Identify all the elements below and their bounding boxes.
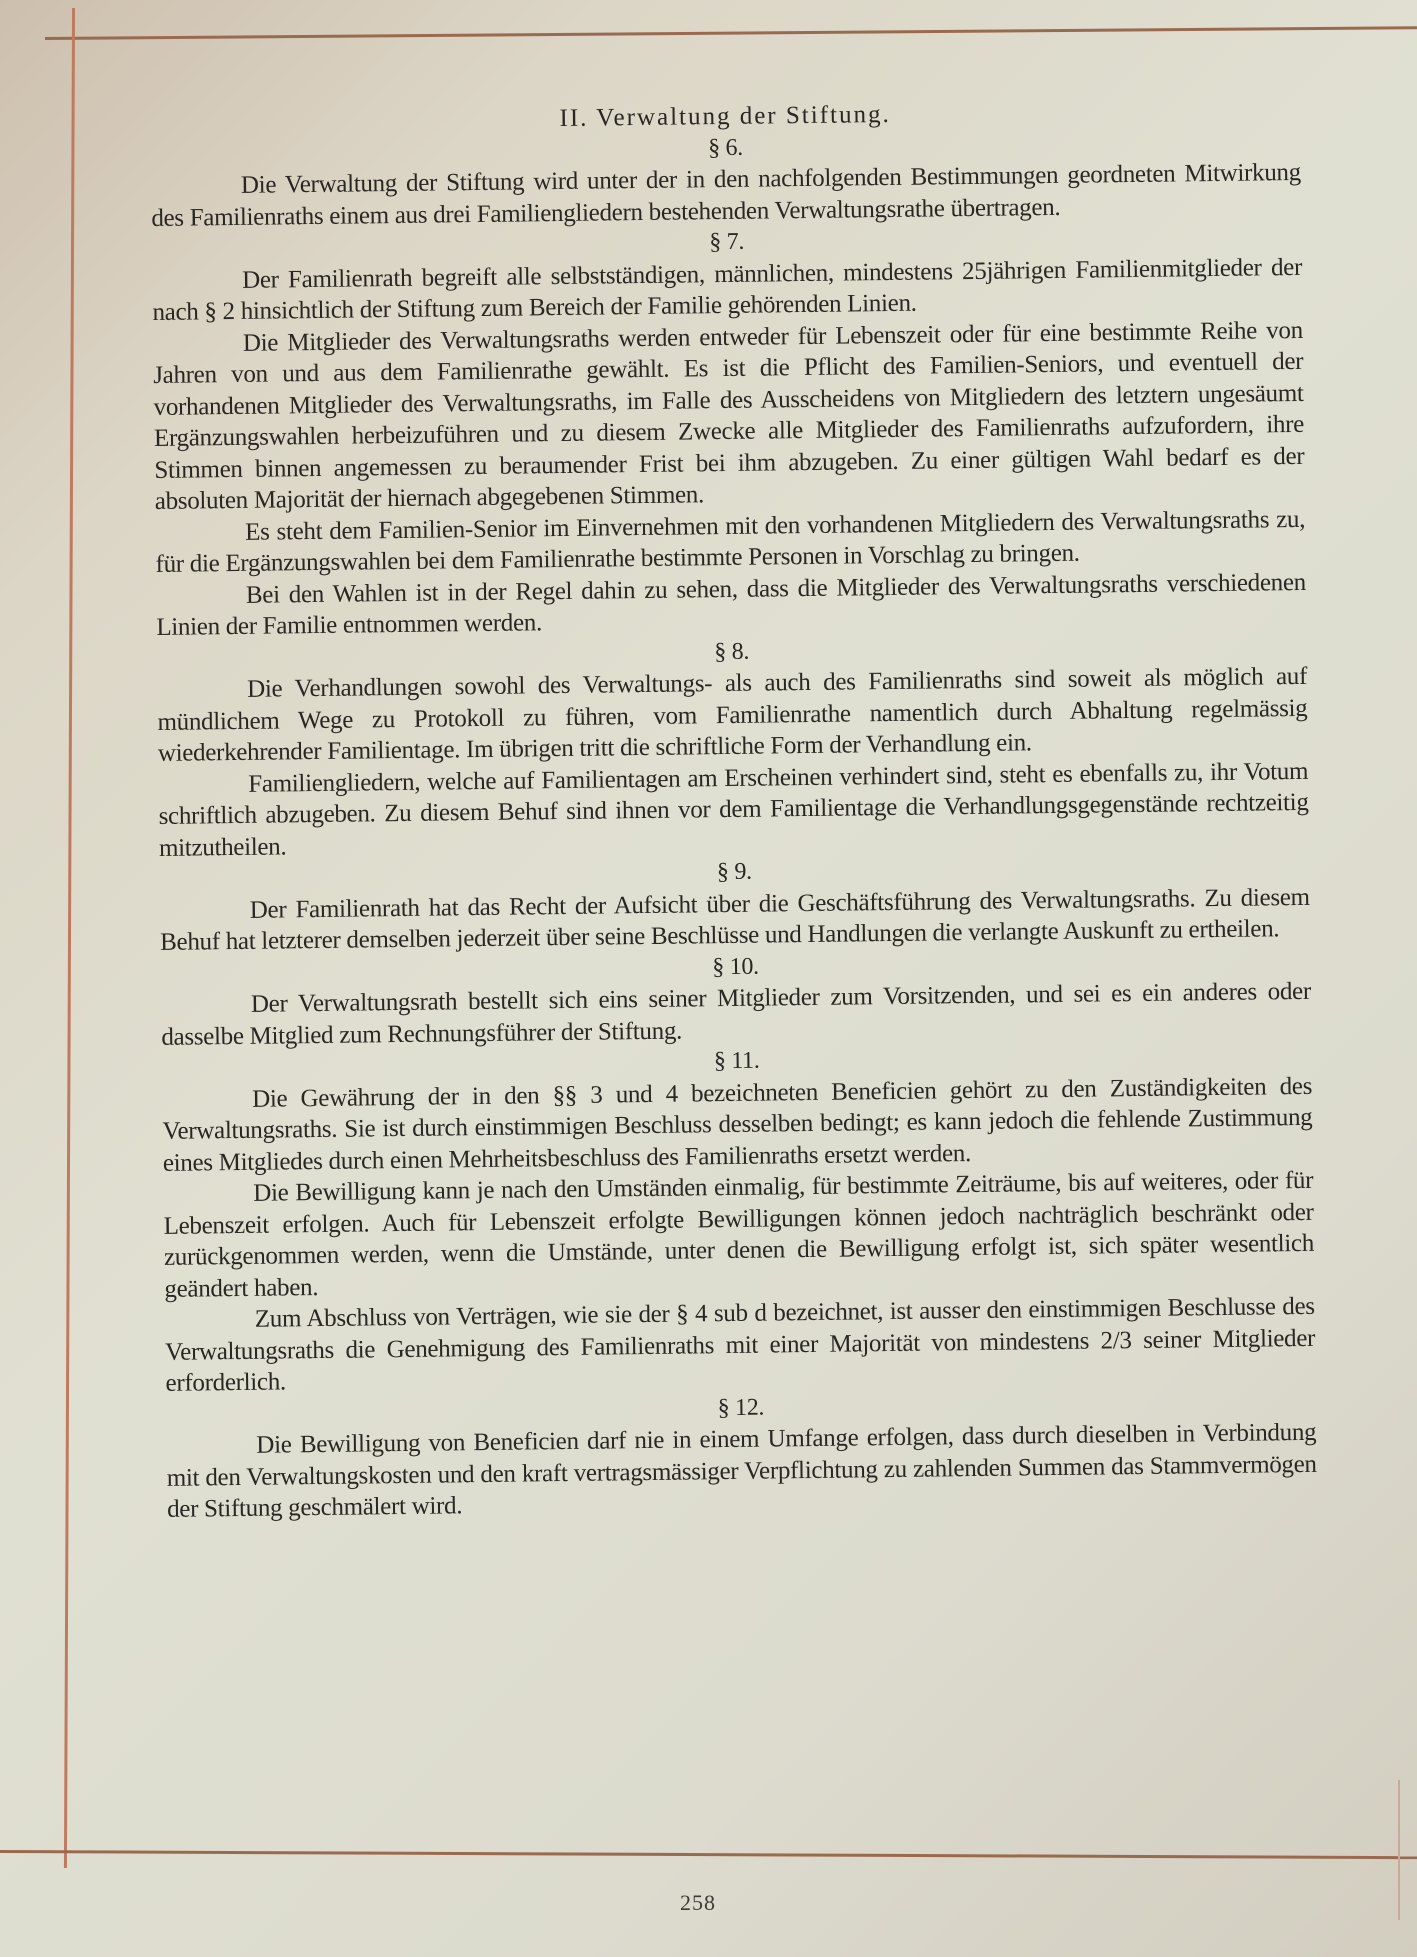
paragraph: Der Familienrath hat das Recht der Aufsicht über die Geschäftsführung des Verwaltungsraths. Zu diesem Behuf hat letzterer demselben jederzeit über seine Beschlüsse und Handlungen die verlangte Auskunft zu ertheilen.	[160, 883, 1310, 956]
section-10	[160, 944, 1311, 1053]
paragraph: Die Gewährung der in den §§ 3 und 4 bezeichneten Beneficien gehört zu den Zuständigkeiten des Verwaltungsraths. Sie ist durch einstimmigen Beschluss desselben bedingt; es kann jedoch die fehlende Zustimmung eines Mitgliedes durch einen Mehrheitsbeschluss des Familienraths ersetzt werden.	[162, 1072, 1313, 1177]
section-mark: § 9.	[716, 858, 752, 886]
paragraph: Die Verwaltung der Stiftung wird unter der in den nachfolgenden Bestimmungen geordneten Mitwirkung des Familienraths einem aus drei Familiengliedern bestehenden Verwaltungsrathe übertragen.	[151, 158, 1302, 232]
section-mark: § 11.	[713, 1047, 760, 1075]
paragraph: Der Familienrath begreift alle selbstständigen, männlichen, mindestens 25jährigen Familienmitglieder der nach § 2 hinsichtlich der Stiftung zum Bereich der Familie gehörenden Linien.	[152, 253, 1303, 326]
page-body	[150, 94, 1317, 1525]
section-mark: § 12.	[717, 1394, 765, 1421]
section-6	[150, 125, 1301, 234]
section-8	[157, 629, 1310, 864]
paragraph: Der Verwaltungsrath bestellt sich eins seiner Mitglieder zum Vorsitzenden, und sei es ein anderes oder dasselbe Mitglied zum Rechnungsführer der Stiftung.	[161, 977, 1312, 1051]
section-mark: § 6.	[707, 134, 744, 161]
paragraph: Die Verhandlungen sowohl des Verwaltungs- als auch des Familienraths sind soweit als möglich auf mündlichem Wege zu Protokoll zu führen, vom Familienrathe namentlich durch Abhaltung regelmässig wiederkehrender Familientage. Im übrigen tritt die schriftliche Form der Verhandlung ein.	[157, 662, 1308, 767]
paragraph: Es steht dem Familien-Senior im Einvernehmen mit den vorhandenen Mitgliedern des Verwaltungsraths zu, für die Ergänzungswahlen bei dem Familienrathe bestimmte Personen in Vorschlag zu bringen.	[155, 505, 1306, 578]
section-mark: § 8.	[714, 638, 750, 665]
section-mark: § 7.	[709, 228, 745, 256]
left-margin-line	[64, 8, 75, 1868]
paragraph: Bei den Wahlen ist in der Regel dahin zu sehen, dass die Mitglieder des Verwaltungsraths verschiedenen Linien der Familie entnommen werden.	[156, 568, 1307, 641]
bottom-rule-line	[0, 1850, 1417, 1859]
section-mark: § 10.	[712, 953, 759, 980]
section-11	[162, 1039, 1316, 1400]
section-12	[166, 1385, 1317, 1525]
paragraph: Die Bewilligung von Beneficien darf nie in einem Umfange erfolgen, dass durch dieselben in Verbindung mit den Verwaltungskosten und den kraft vertragsmässiger Verpflichtung zu zahlenden Summen das Stammvermögen der Stiftung geschmälert wird.	[166, 1418, 1317, 1523]
page-number: 258	[680, 1890, 716, 1915]
paragraph: Zum Abschluss von Verträgen, wie sie der § 4 sub d bezeichnet, ist ausser den einstimmigen Beschlusse des Verwaltungsraths die Genehmigung des Familienraths mit einer Majorität von mindestens 2/3 seiner Mitglieder erforderlich.	[165, 1292, 1316, 1397]
section-7	[152, 220, 1307, 644]
top-rule-line	[45, 26, 1417, 40]
paragraph: Die Mitglieder des Verwaltungsraths werden entweder für Lebenszeit oder für eine bestimmte Reihe von Jahren von und aus dem Familienrathe gewählt. Es ist die Pflicht des Familien-Seniors, und eventuell der vorhandenen Mitglieder des Verwaltungsraths, im Falle des Ausscheidens von Mitgliedern des letztern ungesäumt Ergänzungswahlen herbeizuführen und zu diesem Zwecke alle Mitglieder des Familienraths aufzufordern, ihre Stimmen binnen angemessen zu beraumender Frist bei ihm abzugeben. Zu einer gültigen Wahl bedarf es der absoluten Majorität der hiernach abgegebenen Stimmen.	[153, 316, 1305, 515]
part-title: II. Verwaltung der Stiftung.	[559, 100, 891, 132]
right-corner-mark	[1398, 1780, 1400, 1920]
section-9	[159, 850, 1310, 959]
paragraph: Die Bewilligung kann je nach den Umständen einmalig, für bestimmte Zeiträume, bis auf weiteres, oder für Lebenszeit erfolgen. Auch für Lebenszeit erfolgte Bewilligungen können jedoch nachträglich beschränkt oder zurückgenommen werden, wenn die Umstände, unter denen die Bewilligung erfolgt ist, sich später wesentlich geändert haben.	[163, 1166, 1315, 1303]
paragraph: Familiengliedern, welche auf Familientagen am Erscheinen verhindert sind, steht es ebenfalls zu, ihr Votum schriftlich abzugeben. Zu diesem Behuf sind ihnen vor dem Familientage die Verhandlungsgegenstände rechtzeitig mitzutheilen.	[158, 757, 1309, 862]
